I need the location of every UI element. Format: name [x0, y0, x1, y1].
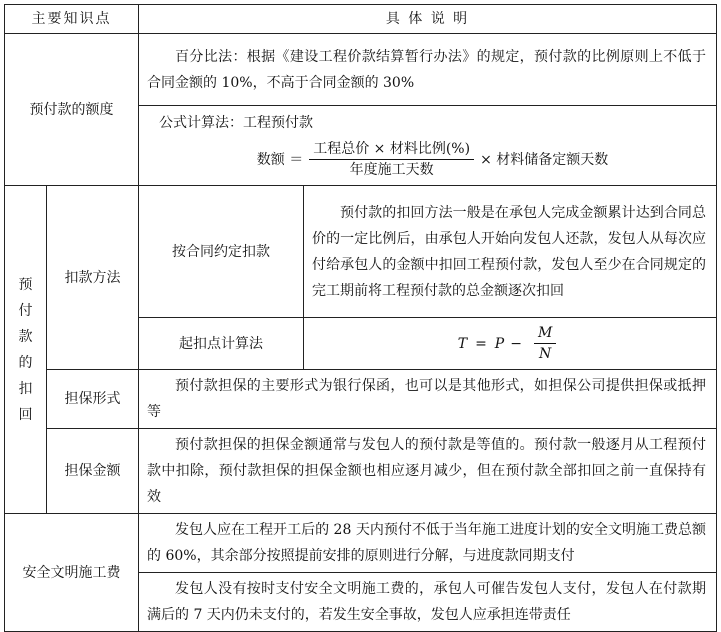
table-row — [5, 34, 717, 106]
contract-deduction-text: 预付款的扣回方法一般是在承包人完成金额累计达到合同总价的一定比例后，由承包人开始向发包人还款，发包人从每次应付给承包人的金额中扣回工程预付款，发包人至少在合同规定的完工期前将工程预付款的总金额逐次扣回 — [304, 186, 717, 318]
table-row — [5, 514, 717, 573]
header-details: 具 体 说 明 — [139, 5, 717, 34]
table-row — [5, 429, 717, 514]
guarantee-form-text: 预付款担保的主要形式为银行保函，也可以是其他形式，如担保公司提供担保或抵押等 — [139, 370, 717, 429]
formula-denominator: 年度施工天数 — [349, 162, 434, 178]
start-point-formula-cell — [304, 318, 717, 370]
table-row — [5, 370, 717, 429]
formula-fraction — [309, 140, 474, 179]
guarantee-form-label: 担保形式 — [47, 370, 139, 429]
deduction-method-label: 扣款方法 — [47, 186, 139, 370]
table-header-row — [5, 5, 717, 34]
formula-cell — [139, 106, 717, 186]
formula-lhs: 数额 ＝ — [256, 151, 304, 168]
start-point-formula: T = P − $\frac{M}{N}$ — [313, 324, 707, 363]
percent-method-text: 百分比法：根据《建设工程价款结算暂行办法》的规定，预付款的比例原则上不低于合同金额的 10%，不高于合同金额的 30% — [139, 34, 717, 106]
formula-numerator: 工程总价 × 材料比例(%) — [309, 140, 474, 160]
start-point-label: 起扣点计算法 — [139, 318, 304, 370]
formula-title: 公式计算法：工程预付款 — [159, 115, 313, 131]
safety-fee-label: 安全文明施工费 — [5, 514, 139, 632]
table-row — [5, 186, 717, 318]
formula-rhs: × 材料储备定额天数 — [480, 151, 609, 168]
repayment-label: 预 付 款 的 扣 回 — [5, 186, 47, 514]
header-key-points: 主要知识点 — [5, 5, 139, 34]
advance-formula — [159, 140, 706, 179]
knowledge-table — [4, 4, 717, 632]
safety-fee-text-2: 发包人没有按时支付安全文明施工费的，承包人可催告发包人支付，发包人在付款期满后的 7 天内仍未支付的，若发生安全事故，发包人应承担连带责任 — [139, 573, 717, 632]
guarantee-amount-text: 预付款担保的担保金额通常与发包人的预付款是等值的。预付款一般逐月从工程预付款中扣除，预付款担保的担保金额也相应逐月减少，但在预付款全部扣回之前一直保持有效 — [139, 429, 717, 514]
guarantee-amount-label: 担保金额 — [47, 429, 139, 514]
safety-fee-text-1: 发包人应在工程开工后的 28 天内预付不低于当年施工进度计划的安全文明施工费总额的 60%，其余部分按照提前安排的原则进行分解，与进度款同期支付 — [139, 514, 717, 573]
advance-amount-label: 预付款的额度 — [5, 34, 139, 186]
contract-deduction-label: 按合同约定扣款 — [139, 186, 304, 318]
